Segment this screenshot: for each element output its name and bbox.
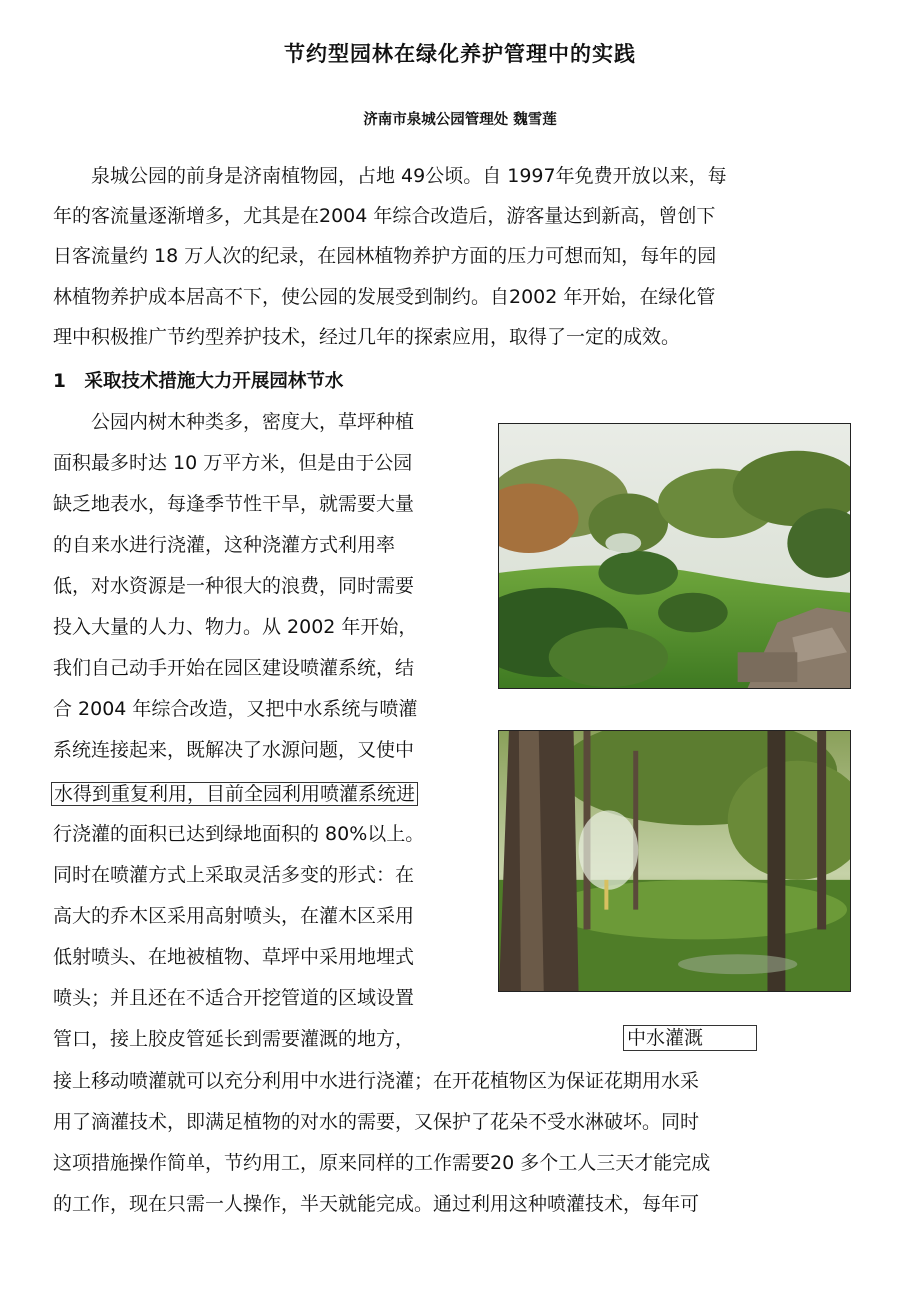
body-line: 管口，接上胶皮管延长到需要灌溉的地方， (53, 1028, 415, 1050)
boxed-line-wrapper (51, 780, 418, 808)
body-line: 行浇灌的面积已达到绿地面积的 80%以上。 (53, 823, 425, 845)
body-line: 公园内树木种类多，密度大，草坪种植 (53, 411, 415, 433)
body-line: 的工作，现在只需一人操作，半天就能完成。通过利用这种喷灌技术，每年可 (53, 1193, 700, 1215)
body-line: 缺乏地表水，每逢季节性干旱，就需要大量 (53, 493, 415, 515)
body-line: 喷头；并且还在不适合开挖管道的区域设置 (53, 987, 415, 1009)
document-title: 节约型园林在绿化养护管理中的实践 (284, 42, 636, 66)
body-line: 面积最多时达 10 万平方米，但是由于公园 (53, 452, 413, 474)
intro-line: 日客流量约 18 万人次的纪录，在园林植物养护方面的压力可想而知，每年的园 (53, 245, 717, 267)
author-line: 济南市泉城公园管理处 魏雪莲 (363, 112, 557, 128)
body-line: 投入大量的人力、物力。从 2002 年开始， (53, 616, 418, 638)
intro-line: 理中积极推广节约型养护技术，经过几年的探索应用，取得了一定的成效。 (53, 326, 681, 348)
body-line: 的自来水进行浇灌，这种浇灌方式利用率 (53, 534, 396, 556)
body-line: 同时在喷灌方式上采取灵活多变的形式：在 (53, 864, 415, 886)
body-line: 低，对水资源是一种很大的浪费，同时需要 (53, 575, 415, 597)
body-line: 这项措施操作简单，节约用工，原来同样的工作需要20 多个工人三天才能完成 (53, 1152, 711, 1174)
intro-line: 林植物养护成本居高不下，使公园的发展受到制约。自2002 年开始，在绿化管 (53, 286, 716, 308)
intro-line: 泉城公园的前身是济南植物园，占地 49公顷。自 1997年免费开放以来，每 (53, 165, 727, 187)
body-line: 系统连接起来，既解决了水源问题，又使中 (53, 739, 415, 761)
body-line: 用了滴灌技术，即满足植物的对水的需要，又保护了花朵不受水淋破坏。同时 (53, 1111, 700, 1133)
lawn-sprinkler-photo (498, 423, 851, 689)
boxed-body-line: 水得到重复利用，目前全园利用喷灌系统进 (51, 782, 418, 806)
body-line: 我们自己动手开始在园区建设喷灌系统，结 (53, 657, 415, 679)
section-heading: 1 采取技术措施大力开展园林节水 (53, 371, 344, 392)
body-line: 高大的乔木区采用高射喷头，在灌木区采用 (53, 905, 415, 927)
photo-caption: 中水灌溉 (623, 1025, 757, 1051)
body-line: 接上移动喷灌就可以充分利用中水进行浇灌；在开花植物区为保证花期用水采 (53, 1070, 700, 1092)
intro-line: 年的客流量逐渐增多，尤其是在2004 年综合改造后，游客量达到新高，曾创下 (53, 205, 716, 227)
woodland-sprinkler-photo (498, 730, 851, 992)
body-line: 合 2004 年综合改造，又把中水系统与喷灌 (53, 698, 418, 720)
body-line: 低射喷头、在地被植物、草坪中采用地埋式 (53, 946, 415, 968)
